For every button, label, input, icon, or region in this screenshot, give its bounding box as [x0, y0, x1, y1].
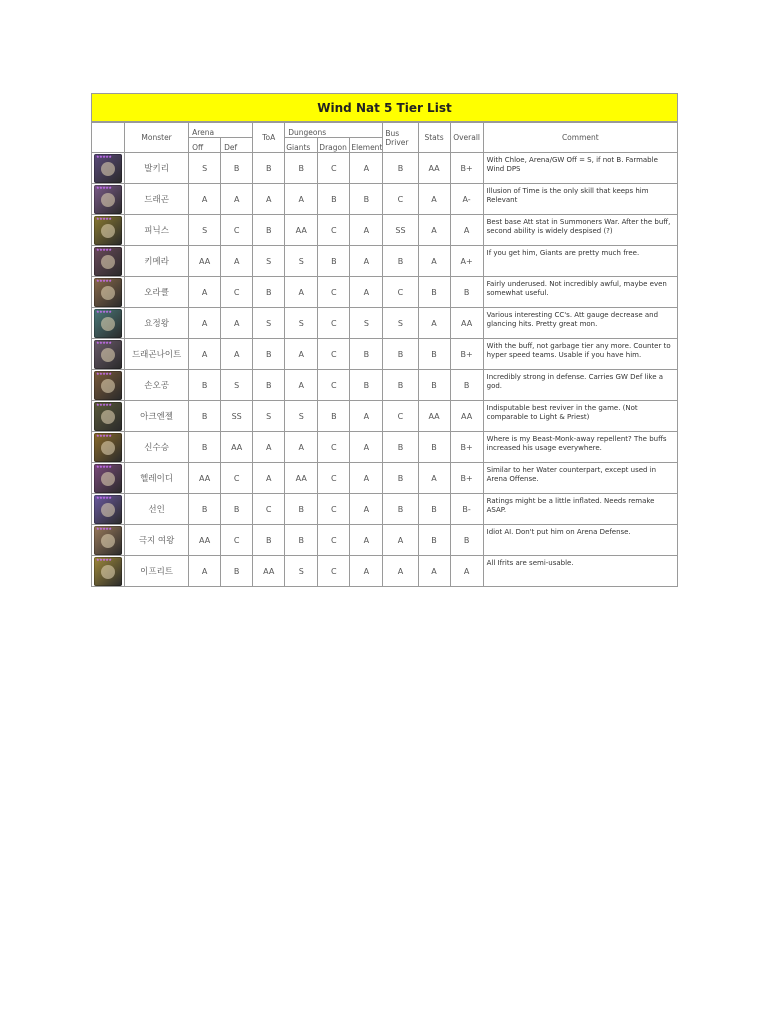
table-row	[92, 339, 678, 370]
monster-face-icon	[101, 317, 115, 331]
tier-table	[91, 122, 678, 587]
rating-overall: A+	[450, 246, 483, 277]
rating-off: B	[189, 370, 221, 401]
monster-name: 드래곤	[125, 184, 189, 215]
rating-element: A	[350, 246, 383, 277]
monster-portrait-cell	[92, 556, 125, 587]
star-rating-icon: ★★★★★	[96, 432, 112, 438]
rating-element: A	[350, 556, 383, 587]
rating-overall: A	[450, 215, 483, 246]
rating-off: S	[189, 215, 221, 246]
rating-toa: A	[253, 184, 285, 215]
rating-toa: C	[253, 494, 285, 525]
monster-name: 신수승	[125, 432, 189, 463]
rating-dragon: C	[318, 432, 350, 463]
rating-toa: AA	[253, 556, 285, 587]
header-arena: Arena	[189, 123, 253, 138]
comment-cell: Ratings might be a little inflated. Needs remake ASAP.	[483, 494, 677, 525]
monster-portrait	[94, 402, 122, 431]
table-row	[92, 525, 678, 556]
rating-overall: B+	[450, 463, 483, 494]
rating-def: A	[221, 246, 253, 277]
rating-element: A	[350, 432, 383, 463]
rating-dragon: C	[318, 463, 350, 494]
table-row	[92, 432, 678, 463]
monster-face-icon	[101, 565, 115, 579]
table-row	[92, 463, 678, 494]
comment-cell: Where is my Beast-Monk-away repellent? The buffs increased his usage everywhere.	[483, 432, 677, 463]
sheet-title-text: Wind Nat 5 Tier List	[317, 100, 452, 115]
star-rating-icon: ★★★★★	[96, 525, 112, 531]
rating-giants: A	[285, 277, 318, 308]
header-off: Off	[189, 138, 221, 153]
monster-name: 이프리트	[125, 556, 189, 587]
rating-off: A	[189, 556, 221, 587]
rating-element: S	[350, 308, 383, 339]
rating-off: B	[189, 494, 221, 525]
monster-face-icon	[101, 379, 115, 393]
rating-toa: A	[253, 463, 285, 494]
rating-element: B	[350, 339, 383, 370]
rating-dragon: C	[318, 153, 350, 184]
rating-toa: B	[253, 153, 285, 184]
star-rating-icon: ★★★★★	[96, 184, 112, 190]
star-rating-icon: ★★★★★	[96, 246, 112, 252]
rating-def: C	[221, 463, 253, 494]
rating-overall: AA	[450, 401, 483, 432]
monster-portrait	[94, 526, 122, 555]
tier-rows	[92, 153, 678, 587]
monster-name: 극지 여왕	[125, 525, 189, 556]
rating-stats: A	[418, 556, 450, 587]
rating-overall: B	[450, 370, 483, 401]
rating-def: S	[221, 370, 253, 401]
monster-portrait	[94, 309, 122, 338]
rating-overall: A-	[450, 184, 483, 215]
rating-stats: B	[418, 494, 450, 525]
monster-portrait	[94, 557, 122, 586]
rating-dragon: C	[318, 308, 350, 339]
monster-face-icon	[101, 255, 115, 269]
rating-overall: A	[450, 556, 483, 587]
rating-toa: S	[253, 401, 285, 432]
monster-portrait	[94, 433, 122, 462]
monster-portrait-cell	[92, 339, 125, 370]
rating-def: C	[221, 525, 253, 556]
monster-name: 드래곤나이트	[125, 339, 189, 370]
header-row-1	[92, 123, 678, 138]
monster-portrait-cell	[92, 401, 125, 432]
rating-element: A	[350, 494, 383, 525]
comment-cell: Incredibly strong in defense. Carries GW Def like a god.	[483, 370, 677, 401]
rating-overall: B-	[450, 494, 483, 525]
monster-portrait-cell	[92, 184, 125, 215]
monster-name: 아크엔젤	[125, 401, 189, 432]
monster-portrait-cell	[92, 370, 125, 401]
rating-overall: B+	[450, 432, 483, 463]
rating-giants: S	[285, 556, 318, 587]
monster-name: 피닉스	[125, 215, 189, 246]
table-row	[92, 556, 678, 587]
rating-stats: A	[418, 308, 450, 339]
monster-portrait	[94, 495, 122, 524]
rating-toa: B	[253, 215, 285, 246]
monster-portrait	[94, 340, 122, 369]
rating-stats: A	[418, 184, 450, 215]
star-rating-icon: ★★★★★	[96, 370, 112, 376]
rating-bus: B	[383, 339, 418, 370]
monster-portrait	[94, 247, 122, 276]
rating-giants: S	[285, 401, 318, 432]
rating-giants: A	[285, 370, 318, 401]
rating-bus: B	[383, 153, 418, 184]
rating-stats: AA	[418, 401, 450, 432]
rating-stats: B	[418, 370, 450, 401]
rating-toa: A	[253, 432, 285, 463]
monster-face-icon	[101, 472, 115, 486]
rating-def: B	[221, 153, 253, 184]
monster-portrait-cell	[92, 525, 125, 556]
rating-giants: S	[285, 308, 318, 339]
comment-cell: Best base Att stat in Summoners War. After the buff, second ability is widely despised (?)	[483, 215, 677, 246]
rating-off: A	[189, 308, 221, 339]
table-row	[92, 277, 678, 308]
monster-face-icon	[101, 348, 115, 362]
header-dragon: Dragon	[318, 138, 350, 153]
monster-name: 오라클	[125, 277, 189, 308]
table-row	[92, 370, 678, 401]
monster-portrait-cell	[92, 246, 125, 277]
monster-face-icon	[101, 410, 115, 424]
rating-stats: AA	[418, 153, 450, 184]
header-giants: Giants	[285, 138, 318, 153]
rating-dragon: B	[318, 401, 350, 432]
rating-def: B	[221, 556, 253, 587]
table-row	[92, 401, 678, 432]
rating-dragon: B	[318, 184, 350, 215]
monster-portrait-cell	[92, 432, 125, 463]
monster-name: 헬레이디	[125, 463, 189, 494]
star-rating-icon: ★★★★★	[96, 401, 112, 407]
monster-face-icon	[101, 224, 115, 238]
monster-face-icon	[101, 534, 115, 548]
monster-face-icon	[101, 162, 115, 176]
header-toa: ToA	[253, 123, 285, 153]
monster-portrait-cell	[92, 277, 125, 308]
comment-cell: Similar to her Water counterpart, except used in Arena Offense.	[483, 463, 677, 494]
monster-portrait	[94, 371, 122, 400]
rating-dragon: C	[318, 215, 350, 246]
monster-name: 키메라	[125, 246, 189, 277]
rating-bus: S	[383, 308, 418, 339]
rating-stats: A	[418, 215, 450, 246]
rating-giants: B	[285, 153, 318, 184]
comment-cell: Illusion of Time is the only skill that keeps him Relevant	[483, 184, 677, 215]
rating-bus: B	[383, 494, 418, 525]
rating-dragon: C	[318, 277, 350, 308]
rating-giants: AA	[285, 215, 318, 246]
rating-def: A	[221, 339, 253, 370]
star-rating-icon: ★★★★★	[96, 463, 112, 469]
rating-toa: B	[253, 370, 285, 401]
rating-dragon: C	[318, 494, 350, 525]
monster-portrait	[94, 216, 122, 245]
rating-bus: C	[383, 401, 418, 432]
comment-cell: With the buff, not garbage tier any more. Counter to hyper speed teams. Usable if you have him.	[483, 339, 677, 370]
monster-face-icon	[101, 286, 115, 300]
rating-giants: A	[285, 432, 318, 463]
rating-toa: B	[253, 339, 285, 370]
rating-dragon: C	[318, 339, 350, 370]
sheet-title	[91, 93, 678, 122]
rating-element: A	[350, 215, 383, 246]
table-row	[92, 246, 678, 277]
rating-bus: B	[383, 246, 418, 277]
star-rating-icon: ★★★★★	[96, 277, 112, 283]
rating-element: A	[350, 463, 383, 494]
rating-toa: S	[253, 246, 285, 277]
rating-stats: A	[418, 246, 450, 277]
star-rating-icon: ★★★★★	[96, 494, 112, 500]
header-dungeons: Dungeons	[285, 123, 383, 138]
star-rating-icon: ★★★★★	[96, 339, 112, 345]
table-row	[92, 308, 678, 339]
rating-overall: B	[450, 277, 483, 308]
table-row	[92, 215, 678, 246]
rating-off: AA	[189, 246, 221, 277]
rating-element: B	[350, 370, 383, 401]
rating-element: A	[350, 401, 383, 432]
rating-element: A	[350, 153, 383, 184]
rating-stats: B	[418, 525, 450, 556]
rating-bus: B	[383, 463, 418, 494]
monster-name: 발키리	[125, 153, 189, 184]
rating-def: A	[221, 308, 253, 339]
header-portrait	[92, 123, 125, 153]
rating-overall: B+	[450, 339, 483, 370]
header-overall: Overall	[450, 123, 483, 153]
monster-portrait	[94, 278, 122, 307]
rating-toa: S	[253, 308, 285, 339]
rating-stats: A	[418, 463, 450, 494]
monster-face-icon	[101, 193, 115, 207]
comment-cell: Fairly underused. Not incredibly awful, maybe even somewhat useful.	[483, 277, 677, 308]
rating-bus: B	[383, 432, 418, 463]
rating-toa: B	[253, 277, 285, 308]
table-row	[92, 184, 678, 215]
monster-portrait	[94, 154, 122, 183]
rating-off: B	[189, 432, 221, 463]
monster-name: 선인	[125, 494, 189, 525]
rating-def: AA	[221, 432, 253, 463]
tier-list-sheet	[91, 93, 678, 587]
star-rating-icon: ★★★★★	[96, 215, 112, 221]
star-rating-icon: ★★★★★	[96, 153, 112, 159]
rating-giants: A	[285, 184, 318, 215]
rating-off: A	[189, 339, 221, 370]
rating-giants: B	[285, 494, 318, 525]
header-monster: Monster	[125, 123, 189, 153]
monster-portrait-cell	[92, 308, 125, 339]
monster-portrait	[94, 464, 122, 493]
rating-off: S	[189, 153, 221, 184]
rating-bus: A	[383, 556, 418, 587]
star-rating-icon: ★★★★★	[96, 556, 112, 562]
rating-off: B	[189, 401, 221, 432]
comment-cell: Various interesting CC's. Att gauge decrease and glancing hits. Pretty great mon.	[483, 308, 677, 339]
rating-dragon: C	[318, 525, 350, 556]
star-rating-icon: ★★★★★	[96, 308, 112, 314]
comment-cell: Indisputable best reviver in the game. (Not comparable to Light & Priest)	[483, 401, 677, 432]
rating-overall: B+	[450, 153, 483, 184]
rating-def: B	[221, 494, 253, 525]
monster-face-icon	[101, 503, 115, 517]
header-bus-driver: Bus Driver	[383, 123, 418, 153]
rating-def: SS	[221, 401, 253, 432]
header-stats: Stats	[418, 123, 450, 153]
rating-overall: AA	[450, 308, 483, 339]
monster-name: 요정왕	[125, 308, 189, 339]
monster-name: 손오공	[125, 370, 189, 401]
header-element: Element	[350, 138, 383, 153]
rating-def: C	[221, 215, 253, 246]
rating-toa: B	[253, 525, 285, 556]
monster-face-icon	[101, 441, 115, 455]
rating-bus: C	[383, 184, 418, 215]
monster-portrait	[94, 185, 122, 214]
rating-dragon: C	[318, 556, 350, 587]
rating-giants: S	[285, 246, 318, 277]
rating-overall: B	[450, 525, 483, 556]
rating-off: A	[189, 184, 221, 215]
rating-dragon: B	[318, 246, 350, 277]
rating-off: A	[189, 277, 221, 308]
rating-off: AA	[189, 463, 221, 494]
monster-portrait-cell	[92, 153, 125, 184]
comment-cell: If you get him, Giants are pretty much free.	[483, 246, 677, 277]
rating-giants: AA	[285, 463, 318, 494]
comment-cell: Idiot AI. Don't put him on Arena Defense.	[483, 525, 677, 556]
comment-cell: All Ifrits are semi-usable.	[483, 556, 677, 587]
rating-element: B	[350, 184, 383, 215]
monster-portrait-cell	[92, 463, 125, 494]
rating-dragon: C	[318, 370, 350, 401]
rating-stats: B	[418, 339, 450, 370]
header-comment: Comment	[483, 123, 677, 153]
comment-cell: With Chloe, Arena/GW Off = S, if not B. Farmable Wind DPS	[483, 153, 677, 184]
rating-off: AA	[189, 525, 221, 556]
monster-portrait-cell	[92, 494, 125, 525]
table-row	[92, 153, 678, 184]
monster-portrait-cell	[92, 215, 125, 246]
rating-bus: C	[383, 277, 418, 308]
rating-stats: B	[418, 432, 450, 463]
rating-bus: SS	[383, 215, 418, 246]
header-def: Def	[221, 138, 253, 153]
rating-bus: A	[383, 525, 418, 556]
rating-giants: B	[285, 525, 318, 556]
rating-def: A	[221, 184, 253, 215]
table-row	[92, 494, 678, 525]
rating-element: A	[350, 277, 383, 308]
rating-giants: A	[285, 339, 318, 370]
rating-bus: B	[383, 370, 418, 401]
rating-def: C	[221, 277, 253, 308]
rating-stats: B	[418, 277, 450, 308]
rating-element: A	[350, 525, 383, 556]
